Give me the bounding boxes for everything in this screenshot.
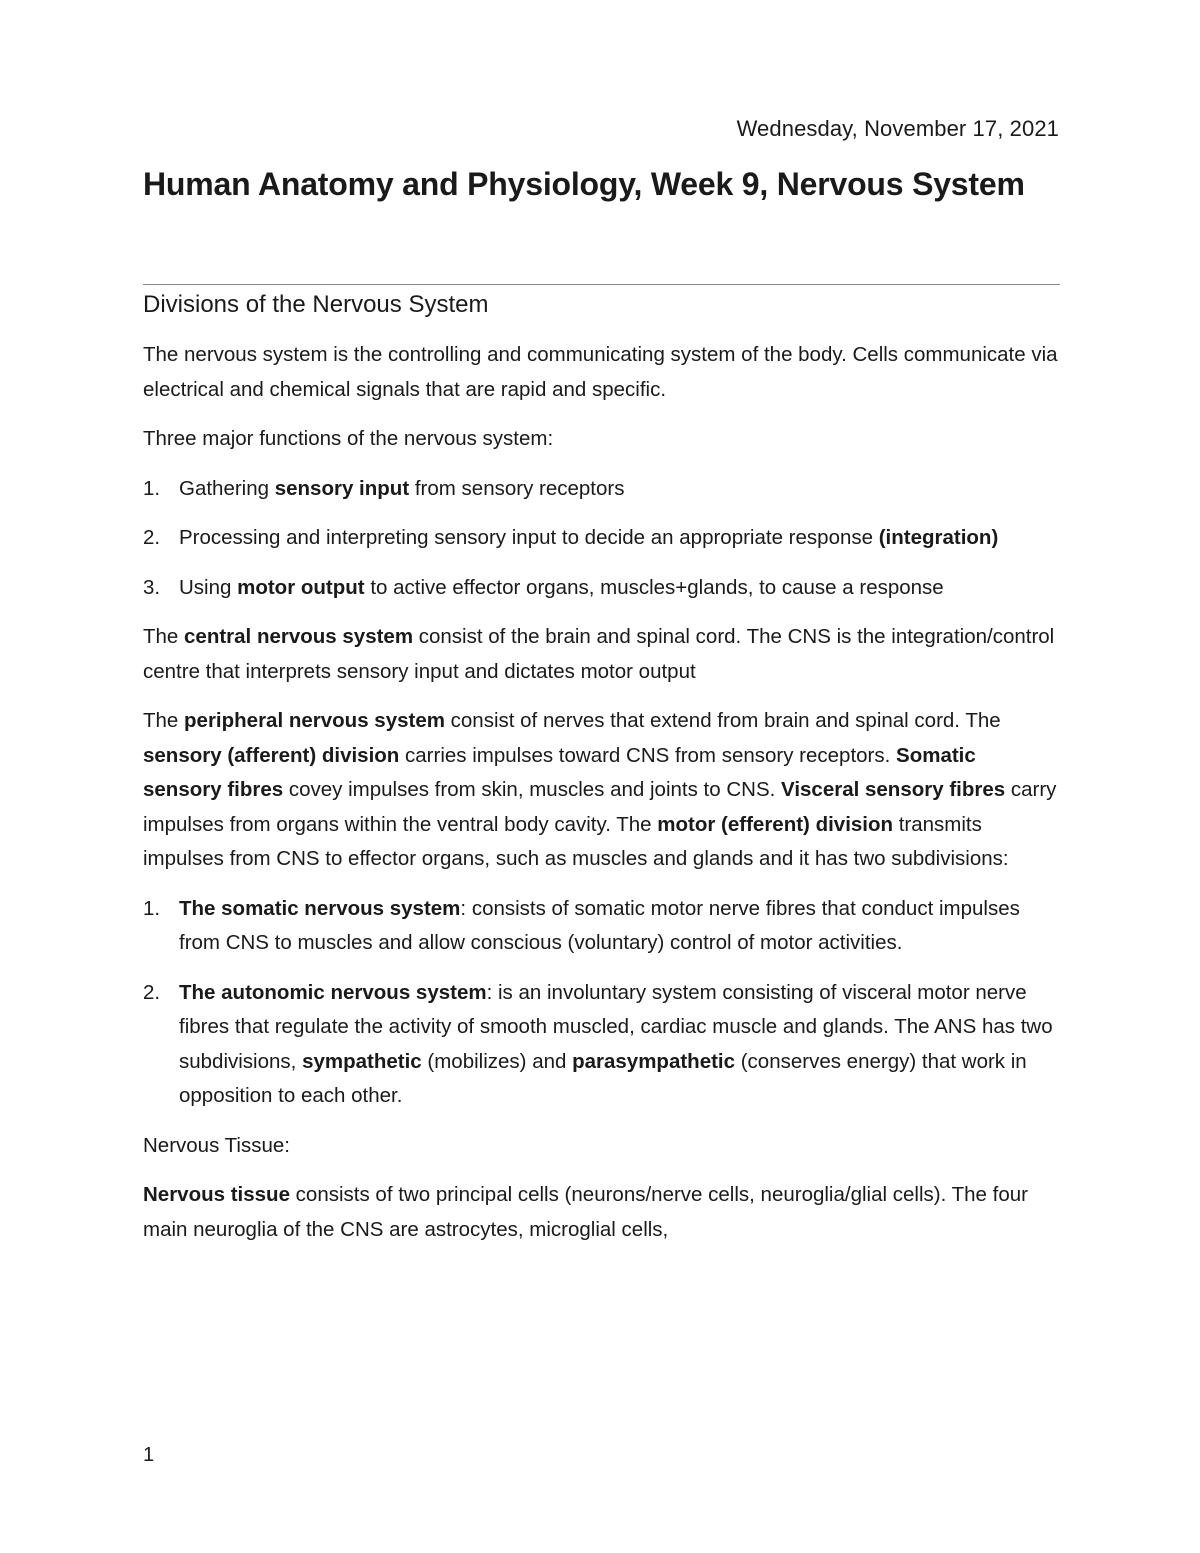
cns-paragraph (143, 620, 1060, 689)
bold-term: sympathetic (302, 1049, 422, 1073)
list-text: to active effector organs, muscles+glands, to cause a response (364, 575, 944, 599)
paragraph-text: carry impulses from organs within the ventral body cavity. The (143, 778, 1057, 836)
list-number: 1. (143, 476, 161, 500)
bold-term: The somatic nervous system (179, 896, 461, 920)
pns-paragraph (143, 704, 1060, 877)
intro-paragraph: The nervous system is the controlling and communicating system of the body. Cells communicate via electrical and chemical signals that are rapid and specific. (143, 343, 1058, 401)
paragraph-text: covey impulses from skin, muscles and joints to CNS. (283, 778, 782, 801)
functions-lead: Three major functions of the nervous system: (143, 427, 554, 450)
list-text: : consists of somatic motor nerve fibres that conduct impulses from CNS to muscles and allow conscious (voluntary) control of motor activities. (179, 896, 1020, 954)
document-title: Human Anatomy and Physiology, Week 9, Nervous System (143, 166, 1025, 202)
bold-term: Visceral sensory fibres (781, 778, 1006, 801)
bold-term: sensory (afferent) division (143, 743, 400, 767)
list-text: (conserves energy) that work in opposition to each other. (179, 1049, 1027, 1107)
list-item (143, 472, 1060, 507)
list-item (143, 892, 1060, 961)
list-item (143, 976, 1060, 1114)
paragraph-text: The (143, 709, 185, 732)
paragraph-text: carries impulses toward CNS from sensory receptors. (399, 743, 897, 767)
functions-list (143, 472, 1060, 606)
bold-term: Nervous tissue (143, 1183, 290, 1206)
section-heading: Divisions of the Nervous System (143, 291, 489, 318)
list-text: : is an involuntary system consisting of visceral motor nerve fibres that regulate the activity of smooth muscled, cardiac muscle and glands. The ANS has two subdivisions, (179, 980, 1053, 1073)
list-text: Processing and interpreting sensory input to decide an appropriate response (179, 526, 879, 549)
paragraph-text: consist of nerves that extend from brain and spinal cord. The (444, 709, 1001, 732)
bold-term: motor output (237, 575, 365, 599)
bold-term: parasympathetic (572, 1049, 736, 1073)
list-text: from sensory receptors (409, 476, 625, 500)
document-body (143, 338, 1060, 1262)
list-text: Using (179, 575, 238, 599)
tissue-heading: Nervous Tissue: (143, 1133, 290, 1157)
paragraph-text: transmits impulses from CNS to effector organs, such as muscles and glands and it has two subdivisions: (143, 812, 1009, 870)
bold-term: central nervous system (184, 625, 414, 648)
bold-term: Somatic sensory fibres (143, 743, 976, 801)
list-number: 1. (143, 896, 161, 920)
subdivisions-list (143, 892, 1060, 1114)
heading-divider (143, 284, 1060, 285)
list-item (143, 571, 1060, 606)
page-number: 1 (143, 1444, 155, 1466)
list-number: 3. (143, 575, 161, 599)
tissue-paragraph (143, 1178, 1060, 1247)
document-date: Wednesday, November 17, 2021 (736, 116, 1059, 141)
paragraph-text: consists of two principal cells (neurons/nerve cells, neuroglia/glial cells). The four main neuroglia of the CNS are astrocytes, microglial cells, (143, 1183, 1028, 1241)
list-number: 2. (143, 526, 161, 549)
bold-term: (integration) (878, 526, 999, 549)
list-item (143, 521, 1060, 556)
bold-term: The autonomic nervous system (179, 980, 487, 1004)
paragraph-text: consist of the brain and spinal cord. The CNS is the integration/control centre that interprets sensory input and dictates motor output (143, 625, 1055, 683)
list-text: (mobilizes) and (421, 1049, 573, 1073)
bold-term: peripheral nervous system (184, 709, 445, 732)
paragraph-text: The (143, 625, 185, 648)
bold-term: sensory input (274, 476, 410, 500)
list-number: 2. (143, 980, 161, 1004)
list-text: Gathering (179, 476, 275, 500)
bold-term: motor (efferent) division (657, 812, 894, 836)
